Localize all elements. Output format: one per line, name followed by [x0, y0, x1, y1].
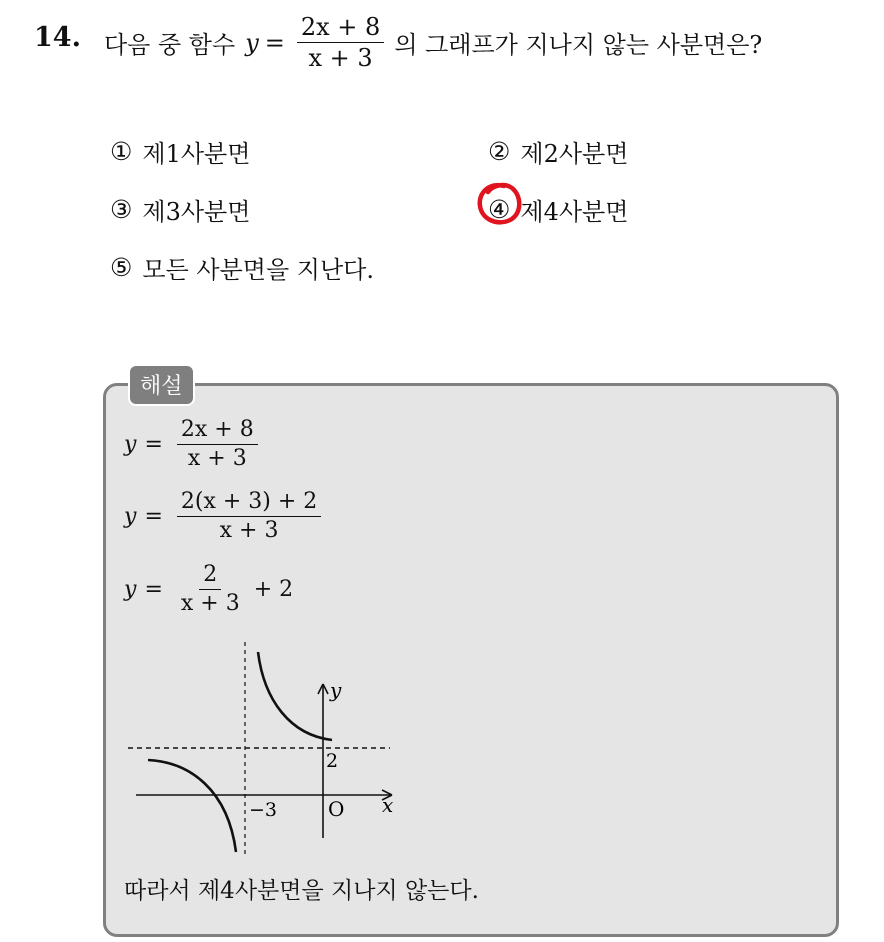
choice-4-text: 제4사분면	[520, 198, 629, 226]
question-denominator: x + 3	[308, 44, 373, 73]
step-1-lhs: y	[124, 432, 137, 458]
question-fraction	[297, 14, 384, 72]
step-2-numerator: 2(x + 3) + 2	[177, 490, 321, 517]
step-1-numerator: 2x + 8	[177, 418, 258, 445]
hyperbola-upper-branch	[258, 652, 332, 740]
choice-2[interactable]	[488, 134, 628, 169]
choice-5-text: 모든 사분면을 지난다.	[142, 256, 374, 284]
solution-conclusion: 따라서 제4사분면을 지나지 않는다.	[124, 878, 479, 904]
step-3-denominator: x + 3	[180, 591, 240, 617]
choice-4[interactable]	[488, 192, 628, 227]
origin-label: O	[328, 797, 345, 821]
step-2-lhs: y	[124, 504, 137, 530]
asymptote-y-label: 2	[326, 750, 339, 772]
question-equals: =	[264, 28, 285, 57]
choice-2-number: ②	[488, 137, 511, 166]
step-3-lhs: y	[124, 577, 137, 603]
x-axis-label: x	[382, 793, 394, 817]
choice-1-text: 제1사분면	[142, 140, 251, 168]
question-text	[104, 14, 762, 72]
step-2-denominator: x + 3	[219, 518, 279, 544]
choice-4-number: ④	[488, 195, 511, 224]
choice-5-number: ⑤	[110, 253, 133, 282]
question-numerator: 2x + 8	[297, 14, 384, 43]
step-3-tail: + 2	[253, 577, 294, 603]
choice-3-number: ③	[110, 195, 133, 224]
solution-step-3: y = $\frac{2}{x + 3}$ + 2	[124, 562, 294, 617]
step-1-denominator: x + 3	[187, 446, 247, 472]
solution-step-1: y = $\frac{2x + 8}{x + 3}$	[124, 418, 264, 471]
solution-tag: 해설	[128, 364, 195, 406]
y-axis-label: y	[330, 678, 342, 702]
question-number: 14.	[34, 22, 81, 53]
choice-3-text: 제3사분면	[142, 198, 251, 226]
choice-1[interactable]	[110, 134, 250, 169]
asymptote-x-label: −3	[249, 799, 278, 821]
choice-3[interactable]	[110, 192, 250, 227]
choice-2-text: 제2사분면	[520, 140, 629, 168]
hyperbola-lower-branch	[148, 760, 236, 852]
question-prefix: 다음 중 함수	[104, 31, 236, 60]
solution-step-2: y = $\frac{2(x + 3) + 2}{x + 3}$	[124, 490, 327, 543]
choice-1-number: ①	[110, 137, 133, 166]
choice-5[interactable]	[110, 250, 374, 285]
question-func-var: y	[245, 28, 259, 57]
step-3-numerator: 2	[199, 563, 221, 590]
question-suffix: 의 그래프가 지나지 않는 사분면은?	[394, 31, 763, 60]
hyperbola-graph	[120, 640, 410, 865]
